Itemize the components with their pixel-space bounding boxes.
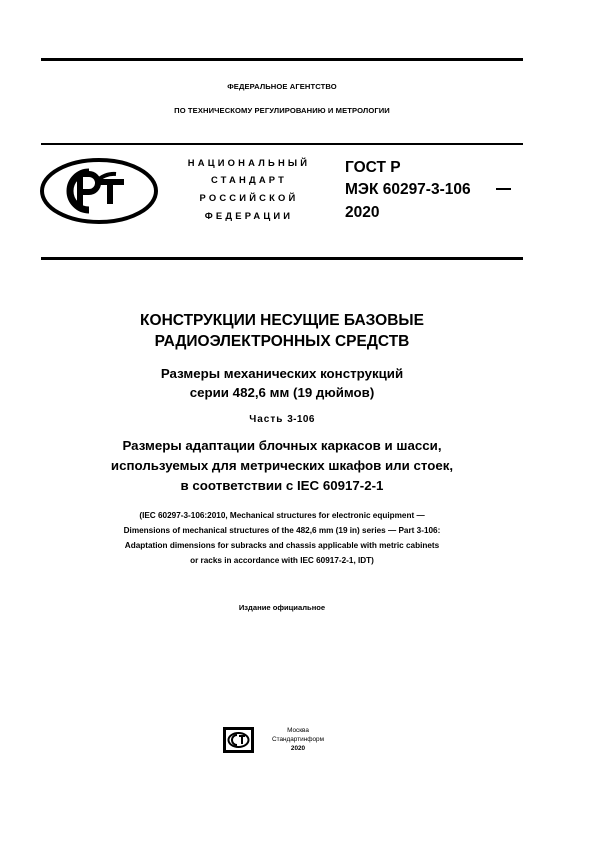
agency-line-2: ПО ТЕХНИЧЕСКОМУ РЕГУЛИРОВАНИЮ И МЕТРОЛОГИИ <box>174 106 390 115</box>
part-title-line-1: Размеры адаптации блочных каркасов и шасси, <box>122 438 442 453</box>
part-label: Часть <box>249 414 284 425</box>
part-title-line-3: в соответствии с IEC 60917-2-1 <box>180 478 384 493</box>
english-title-line-4: or racks in accordance with IEC 60917-2-1, IDT) <box>190 556 374 565</box>
publisher-year: 2020 <box>290 745 306 752</box>
english-title-line-3: Adaptation dimensions for subracks and chassis applicable with metric cabinets <box>124 541 440 550</box>
english-title-line-1: (IEC 60297-3-106:2010, Mechanical structures for electronic equipment — <box>139 511 425 520</box>
national-standard-line-4: ФЕДЕРАЦИИ <box>204 210 294 221</box>
english-title-line-2: Dimensions of mechanical structures of the 482,6 mm (19 in) series — Part 3-106: <box>123 526 441 535</box>
standartinform-logo-icon <box>222 726 255 754</box>
title-line-1: КОНСТРУКЦИИ НЕСУЩИЕ БАЗОВЫЕ <box>140 312 424 329</box>
part-heading <box>41 414 523 425</box>
publisher-name: Стандартинформ <box>271 736 325 743</box>
middle-rule <box>41 143 523 145</box>
top-rule <box>41 58 523 61</box>
designation-dash <box>496 188 511 190</box>
designation-year: 2020 <box>345 204 380 221</box>
publisher-city: Москва <box>287 727 309 734</box>
agency-line-1: ФЕДЕРАЛЬНОЕ АГЕНТСТВО <box>227 82 337 91</box>
national-standard-line-3: РОССИЙСКОЙ <box>199 192 299 203</box>
bottom-rule <box>41 257 523 260</box>
national-standard-line-2: СТАНДАРТ <box>210 174 288 185</box>
part-number: 3-106 <box>287 414 315 425</box>
subtitle-line-2: серии 482,6 мм (19 дюймов) <box>189 385 375 400</box>
edition-label: Издание официальное <box>238 603 326 612</box>
part-title-line-2: используемых для метрических шкафов или стоек, <box>110 458 454 473</box>
title-line-2: РАДИОЭЛЕКТРОННЫХ СРЕДСТВ <box>154 333 410 350</box>
rst-certification-mark-icon <box>40 158 158 224</box>
national-standard-line-1: НАЦИОНАЛЬНЫЙ <box>187 157 311 168</box>
subtitle-line-1: Размеры механических конструкций <box>160 366 404 381</box>
designation-line-2: МЭК 60297-3-106 <box>345 181 471 198</box>
designation-line-1: ГОСТ Р <box>345 159 401 176</box>
